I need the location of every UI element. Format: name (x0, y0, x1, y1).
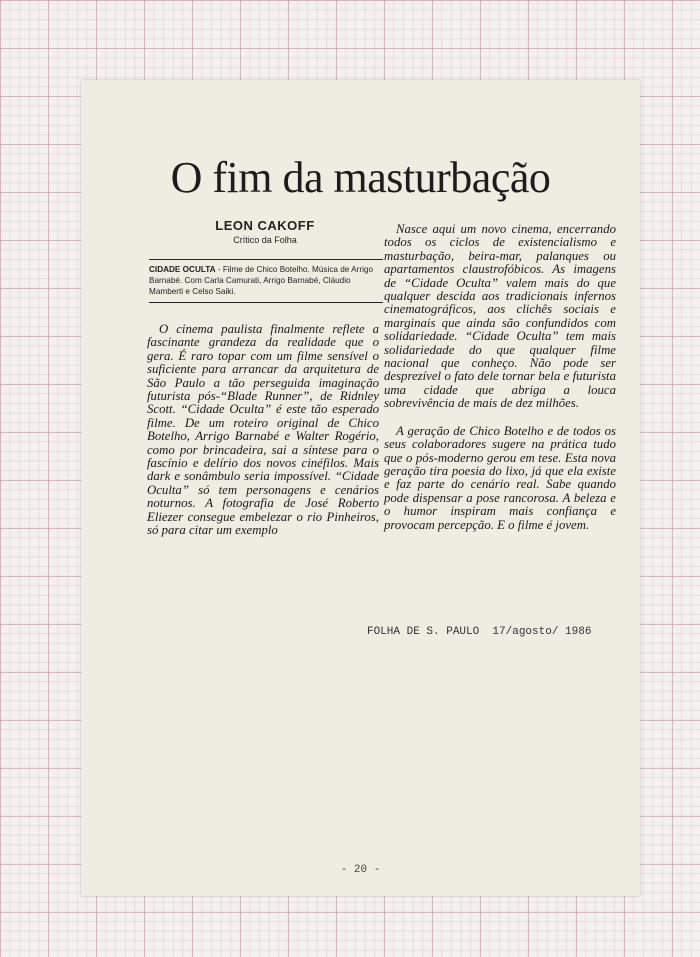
article-column-right (384, 223, 616, 532)
byline (149, 218, 381, 245)
paragraph: A geração de Chico Botelho e de todos os seus colaboradores sugere na prática tudo que o pós-moderno gerou em tese. Esta nova geração tira poesia do lixo, já que ela existe e faz parte do cenário real. Sabe quando pode dispensar a pose rancorosa. A beleza e o humor inspiram mais confiança e provocam percepção. E o filme é jovem. (384, 423, 616, 532)
source-citation: FOLHA DE S. PAULO 17/agosto/ 1986 (367, 626, 592, 638)
credits-rule-top (149, 259, 383, 260)
credits-film-title: CIDADE OCULTA (149, 265, 216, 274)
paragraph: Nasce aqui um novo cinema, encerrando todos os ciclos de existencialismo e masturbação, beira-mar, palanques ou apartamentos claustrofóbicos. As imagens de “Cidade Oculta” valem mais do que qualquer descida aos tradicionais infernos cinematográficos, aos clichês sociais e marginais que ainda são confundidos com solidariedade. “Cidade Oculta” tem mais solidariedade do que qualquer filme nacional que conheço. Não pode ser desprezível o fato dele tornar bela e futurista uma cidade que abriga a louca sobrevivência de mais de dez milhões. (384, 222, 616, 411)
author-name: LEON CAKOFF (215, 218, 315, 233)
clipping-sheet (81, 80, 640, 896)
paragraph: O cinema paulista finalmente reflete a fascinante grandeza da realidade que o gera. É raro topar com um filme sensível o suficiente para arrancar da arquitetura de São Paulo a tão perseguida imaginação futurista pós-“Blade Runner”, de Ridnley Scott. “Cidade Oculta” é este tão esperado filme. De um roteiro original de Chico Botelho, Arrigo Barnabé e Walter Rogério, como por brincadeira, sai a síntese para o fascínio e delírio dos novos cinéfilos. Mais dark e sonâmbulo seria impossível. “Cidade Oculta” só tem personagens e cenários noturnos. A fotografia de José Roberto Eliezer consegue embelezar o rio Pinheiros, só para citar um exemplo (147, 322, 379, 538)
credits-rule-bottom (149, 302, 383, 303)
film-credits (149, 264, 385, 297)
page-number: - 20 - (340, 864, 381, 876)
author-role: Crítico da Folha (233, 235, 297, 245)
article-title: O fim da masturbação (170, 153, 551, 202)
article-column-left (147, 323, 379, 538)
credits-details: - Filme de Chico Botelho. Música de Arrigo Barnabé. Com Carla Camurati, Arrigo Barnabé, Cláudio Mamberti e Celso Saiki. (149, 265, 374, 296)
